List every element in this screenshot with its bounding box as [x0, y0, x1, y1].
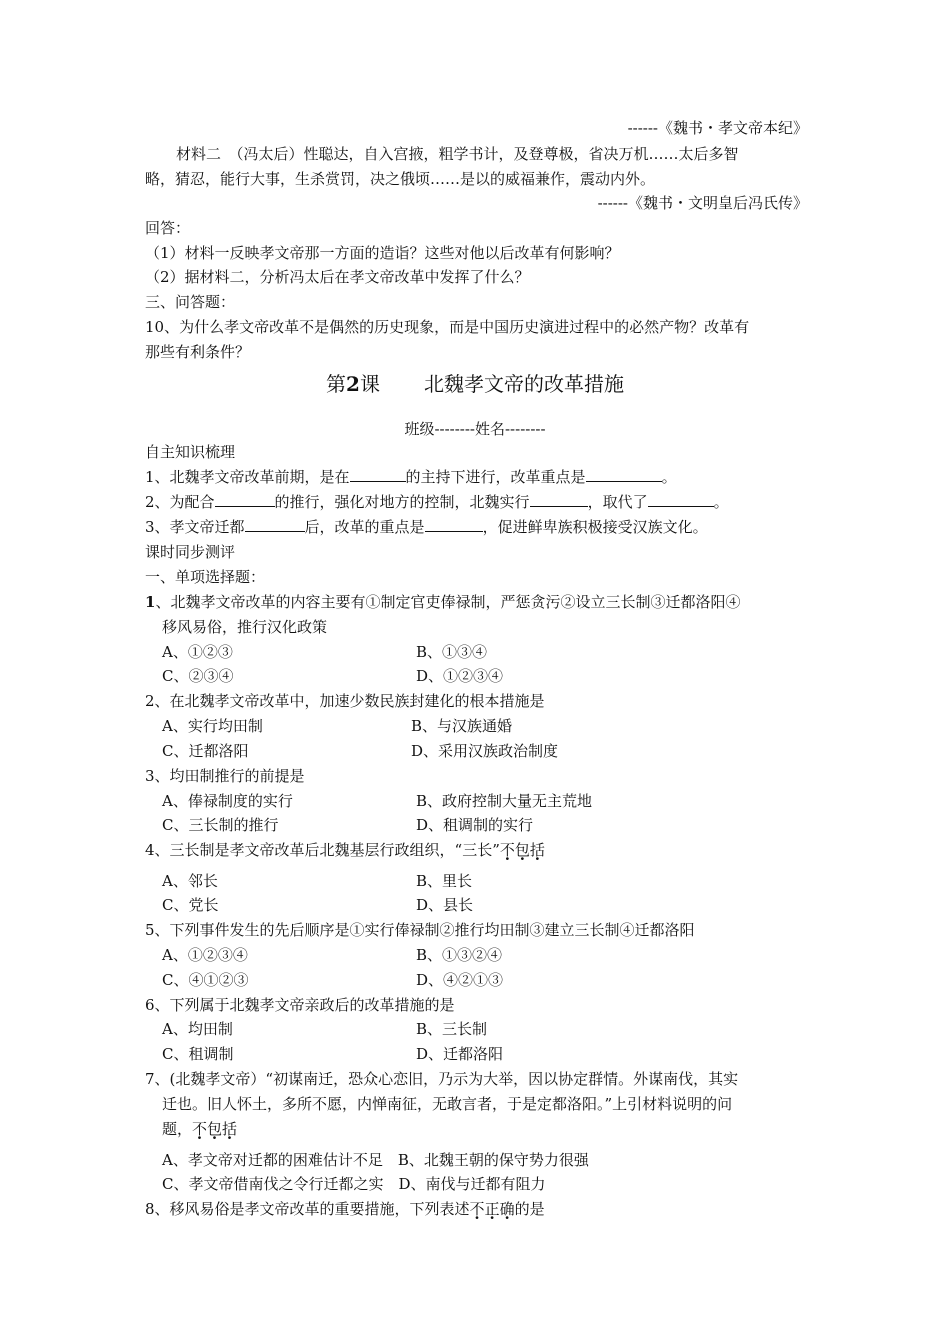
- knowledge-2-text-a: 2、为配合: [145, 493, 215, 511]
- question-10-line-2: 那些有利条件？: [145, 343, 251, 361]
- mcq-3-stem: 3、均田制推行的前提是: [145, 767, 305, 785]
- mcq-8-stem-text: 8、移风易俗是孝文帝改革的重要措施，下列表述: [145, 1200, 470, 1218]
- knowledge-heading: 自主知识梳理: [145, 443, 236, 461]
- emphasis-char: 括: [529, 841, 545, 859]
- option-d[interactable]: D、县长: [416, 896, 474, 914]
- option-d[interactable]: D、采用汉族政治制度: [411, 742, 559, 760]
- sync-heading: 课时同步测评: [145, 543, 236, 561]
- question-1-text: （1）材料一反映孝文帝那一方面的造诣？这些对他以后改革有何影响？: [145, 244, 620, 262]
- option-c[interactable]: C、迁都洛阳: [162, 742, 249, 760]
- material-two-line-1: 材料二 （冯太后）性聪达，自入宫掖，粗学书计，及登尊极，省决万机……太后多智: [176, 145, 739, 163]
- option-b[interactable]: B、①③④: [416, 643, 488, 661]
- mcq-7-line-1: 7、(北魏孝文帝）“初谋南迁，恐众心恋旧，乃示为大举，因以协定群情。外谋南伐，其实: [145, 1070, 739, 1088]
- lesson-name: 北魏孝文帝的改革措施: [423, 372, 624, 396]
- mcq-7-line-2: 迁也。旧人怀土，多所不愿，内惮南征，无敢言者，于是定都洛阳。”上引材料说明的问: [162, 1095, 733, 1113]
- option-b[interactable]: B、里长: [416, 872, 473, 890]
- emphasis-char: 包: [207, 1120, 223, 1138]
- mcq-4-stem-text: 4、三长制是孝文帝改革后北魏基层行政组织，“三长”: [145, 841, 500, 859]
- option-b[interactable]: B、三长制: [416, 1020, 488, 1038]
- fill-blank[interactable]: [215, 491, 275, 507]
- knowledge-line-3: [145, 516, 708, 538]
- emphasis-char: 包: [514, 841, 530, 859]
- option-a[interactable]: A、均田制: [162, 1020, 233, 1038]
- options-a-b[interactable]: A、孝文帝对迁都的困难估计不足 B、北魏王朝的保守势力很强: [162, 1151, 589, 1169]
- lesson-prefix: 第: [326, 372, 347, 396]
- mcq-8-stem: [145, 1198, 545, 1220]
- mcq-4-stem: [145, 839, 545, 861]
- fill-blank[interactable]: [648, 491, 714, 507]
- mcq-1-line-1: [145, 591, 740, 613]
- mcq-1-line-2: 移风易俗，推行汉化政策: [162, 618, 328, 636]
- option-c[interactable]: C、三长制的推行: [162, 816, 279, 834]
- mcq-1-stem: 、北魏孝文帝改革的内容主要有①制定官吏俸禄制，严惩贪污②设立三长制③迁都洛阳④: [155, 593, 741, 611]
- knowledge-3-text-c: ，促进鲜卑族积极接受汉族文化。: [482, 518, 708, 536]
- fill-blank[interactable]: [350, 466, 406, 482]
- option-b[interactable]: B、政府控制大量无主荒地: [416, 792, 593, 810]
- section-one-heading: 一、单项选择题：: [145, 568, 266, 586]
- material-two-line-2: 略，猜忍，能行大事，生杀赏罚，决之俄顷……是以的威福兼作，震动内外。: [145, 170, 656, 188]
- knowledge-3-text-a: 3、孝文帝迁都: [145, 518, 245, 536]
- question-10-line-1: 10、为什么孝文帝改革不是偶然的历史现象，而是中国历史演进过程中的必然产物？改革有: [145, 318, 750, 336]
- emphasis-char: 不: [469, 1200, 485, 1218]
- option-a[interactable]: A、①②③④: [162, 946, 248, 964]
- mcq-5-stem: 5、下列事件发生的先后顺序是①实行俸禄制②推行均田制③建立三长制④迁都洛阳: [145, 921, 695, 939]
- lesson-unit: 课: [359, 372, 380, 396]
- knowledge-3-text-b: 后，改革的重点是: [304, 518, 425, 536]
- mcq-2-stem: 2、在北魏孝文帝改革中，加速少数民族封建化的根本措施是: [145, 692, 545, 710]
- option-a[interactable]: A、邻长: [162, 872, 218, 890]
- mcq-1-number: 1: [145, 593, 156, 611]
- mcq-7-line-3: [162, 1118, 237, 1140]
- question-2-text: （2）据材料二，分析冯太后在孝文帝改革中发挥了什么？: [145, 268, 530, 286]
- fill-blank[interactable]: [530, 491, 588, 507]
- source-citation-2: ------《魏书・文明皇后冯氏传》: [597, 194, 808, 212]
- option-a[interactable]: A、①②③: [162, 643, 233, 661]
- option-c[interactable]: C、党长: [162, 896, 219, 914]
- option-b[interactable]: B、与汉族通婚: [411, 717, 513, 735]
- mcq-6-stem: 6、下列属于北魏孝文帝亲政后的改革措施的是: [145, 996, 455, 1014]
- emphasis-char: 不: [499, 841, 515, 859]
- lesson-number: 2: [346, 372, 360, 396]
- option-d[interactable]: D、①②③④: [416, 667, 504, 685]
- knowledge-line-2: [145, 491, 729, 513]
- knowledge-2-text-c: ，取代了: [587, 493, 648, 511]
- option-d[interactable]: D、租调制的实行: [416, 816, 534, 834]
- option-a[interactable]: A、俸禄制度的实行: [162, 792, 293, 810]
- knowledge-1-text-c: 。: [661, 468, 677, 486]
- option-a[interactable]: A、实行均田制: [162, 717, 263, 735]
- fill-blank[interactable]: [245, 516, 305, 532]
- option-c[interactable]: C、②③④: [162, 667, 234, 685]
- option-c[interactable]: C、④①②③: [162, 971, 249, 989]
- section-three-heading: 三、问答题：: [145, 293, 236, 311]
- lesson-title: [0, 370, 950, 398]
- fill-blank[interactable]: [425, 516, 483, 532]
- options-c-d[interactable]: C、孝文帝借南伐之令行迁都之实 D、南伐与迁都有阻力: [162, 1175, 546, 1193]
- knowledge-2-text-d: 。: [713, 493, 729, 511]
- mcq-8-stem-end: 的是: [514, 1200, 545, 1218]
- option-b[interactable]: B、①③②④: [416, 946, 503, 964]
- knowledge-2-text-b: 的推行，强化对地方的控制，北魏实行: [274, 493, 530, 511]
- emphasis-char: 不: [192, 1120, 208, 1138]
- fill-blank[interactable]: [586, 466, 662, 482]
- source-citation-1: ------《魏书・孝文帝本纪》: [627, 119, 808, 137]
- mcq-7-line-3-text: 题，: [162, 1120, 193, 1138]
- emphasis-char: 正: [484, 1200, 500, 1218]
- option-c[interactable]: C、租调制: [162, 1045, 234, 1063]
- knowledge-line-1: [145, 466, 677, 488]
- answer-label: 回答：: [145, 219, 191, 237]
- knowledge-1-text-b: 的主持下进行，改革重点是: [405, 468, 586, 486]
- option-d[interactable]: D、迁都洛阳: [416, 1045, 504, 1063]
- class-name-line: 班级--------姓名--------: [404, 420, 546, 438]
- option-d[interactable]: D、④②①③: [416, 971, 504, 989]
- emphasis-char: 括: [222, 1120, 238, 1138]
- emphasis-char: 确: [499, 1200, 515, 1218]
- knowledge-1-text-a: 1、北魏孝文帝改革前期，是在: [145, 468, 350, 486]
